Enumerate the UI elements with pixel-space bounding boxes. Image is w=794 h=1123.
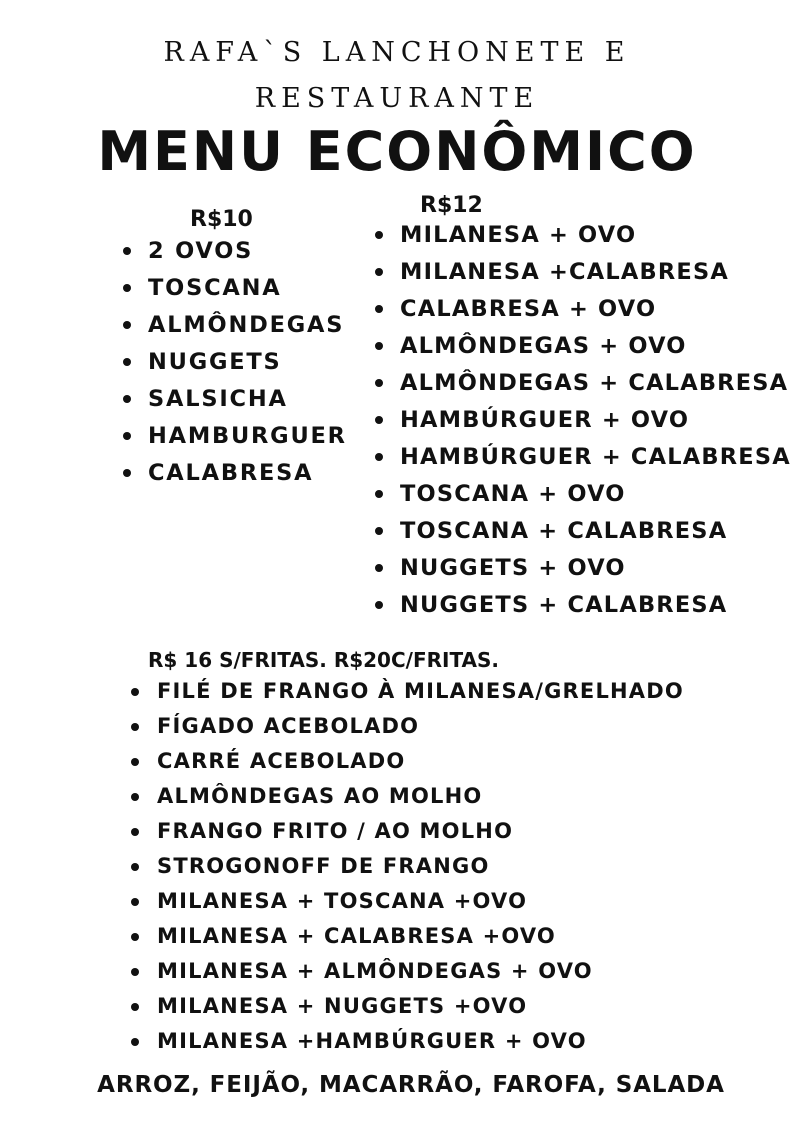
menu-item: HAMBURGUER [148, 425, 347, 462]
menu-item: NUGGETS [148, 351, 347, 388]
menu-item: NUGGETS + OVO [400, 557, 791, 594]
price-heading-10: R$10 [190, 207, 253, 232]
menu-item: HAMBÚRGUER + OVO [400, 409, 791, 446]
menu-item: MILANESA +HAMBÚRGUER + OVO [157, 1031, 684, 1066]
menu-item: CALABRESA + OVO [400, 298, 791, 335]
menu-item: FRANGO FRITO / AO MOLHO [157, 821, 684, 856]
menu-item: MILANESA + TOSCANA +OVO [157, 891, 684, 926]
menu-item: TOSCANA + OVO [400, 483, 791, 520]
menu-item: STROGONOFF DE FRANGO [157, 856, 684, 891]
menu-item: TOSCANA [148, 277, 347, 314]
menu-item: MILANESA + CALABRESA +OVO [157, 926, 684, 961]
side-dishes-line: ARROZ, FEIJÃO, MACARRÃO, FAROFA, SALADA [97, 1072, 725, 1098]
menu-list-10 [148, 240, 347, 499]
restaurant-name-line-2: RESTAURANTE [254, 83, 540, 114]
menu-item: ALMÔNDEGAS AO MOLHO [157, 786, 684, 821]
menu-title: MENU ECONÔMICO [97, 120, 697, 183]
menu-item: FILÉ DE FRANGO À MILANESA/GRELHADO [157, 681, 684, 716]
menu-item: MILANESA + OVO [400, 224, 791, 261]
menu-item: HAMBÚRGUER + CALABRESA [400, 446, 791, 483]
menu-item: ALMÔNDEGAS + CALABRESA [400, 372, 791, 409]
menu-item: MILANESA +CALABRESA [400, 261, 791, 298]
menu-item: 2 OVOS [148, 240, 347, 277]
menu-item: SALSICHA [148, 388, 347, 425]
menu-item: TOSCANA + CALABRESA [400, 520, 791, 557]
price-heading-12: R$12 [420, 193, 483, 218]
menu-item: CALABRESA [148, 462, 347, 499]
menu-item: MILANESA + ALMÔNDEGAS + OVO [157, 961, 684, 996]
menu-item: ALMÔNDEGAS + OVO [400, 335, 791, 372]
menu-item: MILANESA + NUGGETS +OVO [157, 996, 684, 1031]
restaurant-name-line-1: RAFA`S LANCHONETE E [163, 37, 631, 68]
menu-item: CARRÉ ACEBOLADO [157, 751, 684, 786]
menu-item: FÍGADO ACEBOLADO [157, 716, 684, 751]
menu-item: NUGGETS + CALABRESA [400, 594, 791, 631]
menu-list-12 [400, 224, 791, 631]
menu-list-16 [157, 681, 684, 1066]
price-heading-16-20: R$ 16 S/FRITAS. R$20C/FRITAS. [148, 648, 500, 672]
menu-item: ALMÔNDEGAS [148, 314, 347, 351]
